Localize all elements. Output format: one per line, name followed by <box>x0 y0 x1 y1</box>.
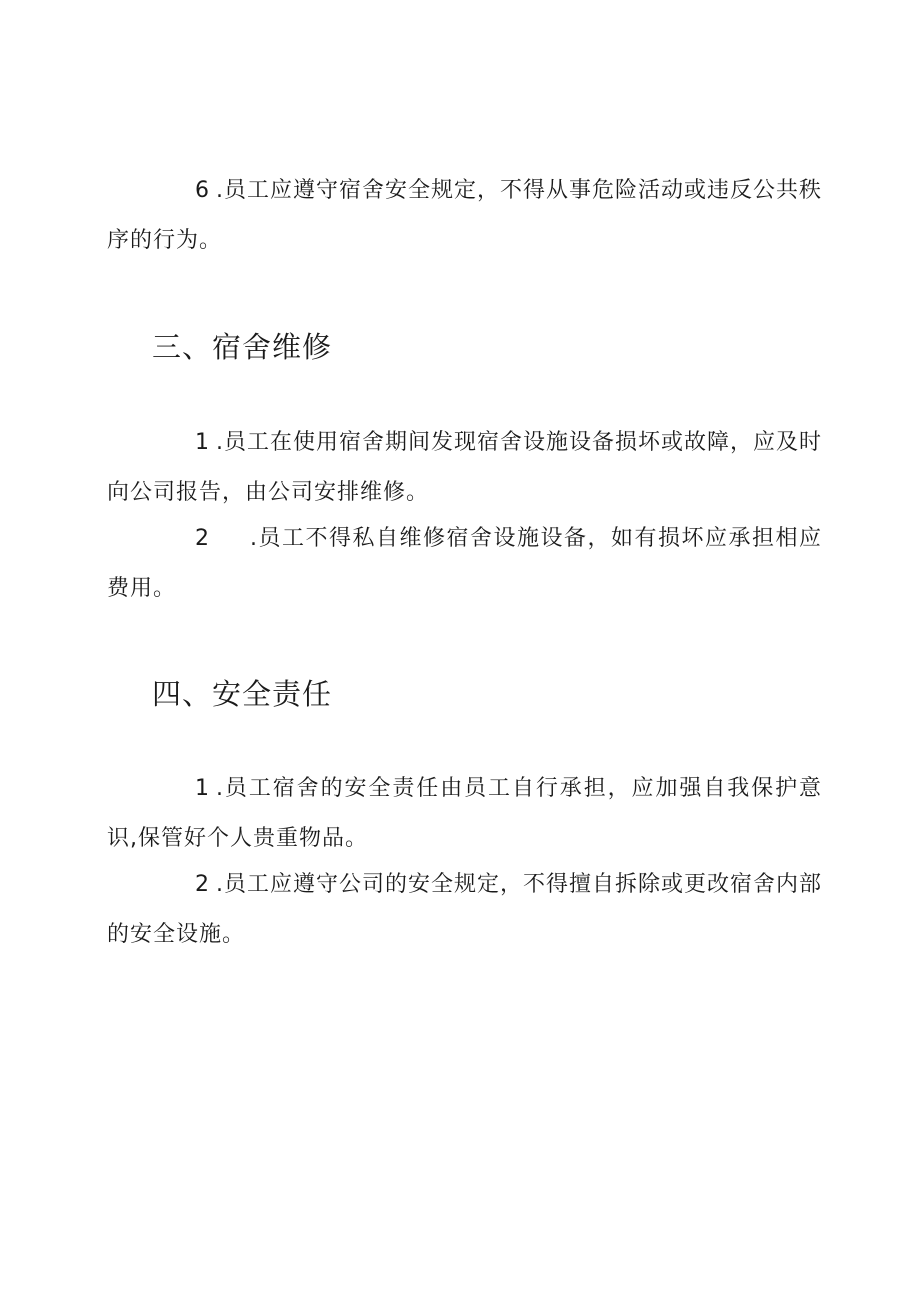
item-number: 6 <box>195 178 210 203</box>
item-number: 2 <box>195 872 210 897</box>
item-number: 1 <box>195 776 210 801</box>
item-text: .员工在使用宿舍期间发现宿舍设施设备损坏或故障，应及时向公司报告，由公司安排维修。 <box>107 430 822 505</box>
item-text: .员工不得私自维修宿舍设施设备，如有损坏应承担相应费用。 <box>107 526 822 601</box>
section-heading-safety: 四、安全责任 <box>152 677 333 711</box>
item-number: 1 <box>195 430 210 455</box>
item-text: .员工应遵守公司的安全规定，不得擅自拆除或更改宿舍内部的安全设施。 <box>107 872 822 947</box>
item-text: .员工应遵守宿舍安全规定，不得从事危险活动或违反公共秩序的行为。 <box>107 178 822 253</box>
item-text: .员工宿舍的安全责任由员工自行承担，应加强自我保护意识,保管好个人贵重物品。 <box>107 776 822 851</box>
rule-item-6 <box>107 166 822 266</box>
safety-item-1 <box>107 764 822 864</box>
maintenance-item-2 <box>107 514 822 614</box>
section-heading-maintenance: 三、宿舍维修 <box>152 330 333 364</box>
maintenance-item-1 <box>107 418 822 518</box>
safety-item-2 <box>107 860 822 960</box>
item-number: 2 <box>195 526 210 551</box>
